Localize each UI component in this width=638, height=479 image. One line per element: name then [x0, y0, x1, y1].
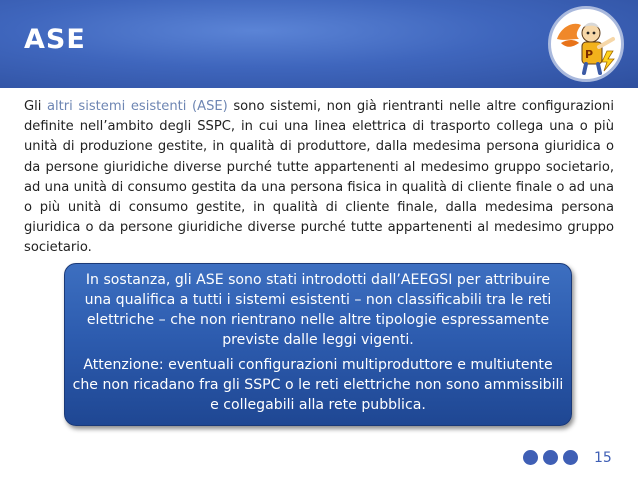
- summary-callout-box: [64, 263, 572, 426]
- body-intro: Gli: [24, 99, 47, 114]
- page-number: 15: [594, 450, 612, 466]
- slide-header: [0, 0, 638, 88]
- body-highlight-term: altri sistemi esistenti (ASE): [47, 99, 228, 114]
- callout-paragraph-1: In sostanza, gli ASE sono stati introdotti dall’AEEGSI per attribuire una qualifica a tutti i sistemi esistenti – non classificabili tra le reti elettriche – che non rientrano nelle altre tipologie espressamente previste dalle leggi vigenti.: [84, 272, 552, 348]
- nav-dot-icon: [523, 450, 538, 465]
- logo-mascot-icon: [548, 6, 624, 82]
- slide-nav-dots: [523, 450, 578, 466]
- body-text: sono sistemi, non già rientranti nelle altre configurazioni definite nell’ambito degli SSPC, in cui una linea elettrica di trasporto collega una o più unità di produzione gestite, in qualità di produttore, dalla medesima persona giuridica o da persone giuridiche diverse purché tutte appartenenti al medesimo gruppo societario, ad una unità di consumo gestita da una persona fisica in qualità di cliente finale o ad una o più unità di consumo gestite, in qualità di cliente finale, dalla medesima persona giuridica o da persone giuridiche diverse purché tutte appartenenti al medesimo gruppo societario.: [24, 99, 614, 256]
- callout-paragraph-2: Attenzione: eventuali configurazioni multiproduttore e multiutente che non ricadano fra gli SSPC o le reti elettriche non sono ammissibili e collegabili alla rete pubblica.: [72, 357, 564, 413]
- body-paragraph: [24, 97, 614, 259]
- svg-text:P: P: [585, 48, 594, 61]
- slide-title: ASE: [24, 24, 86, 55]
- nav-dot-icon: [563, 450, 578, 465]
- nav-dot-icon: [543, 450, 558, 465]
